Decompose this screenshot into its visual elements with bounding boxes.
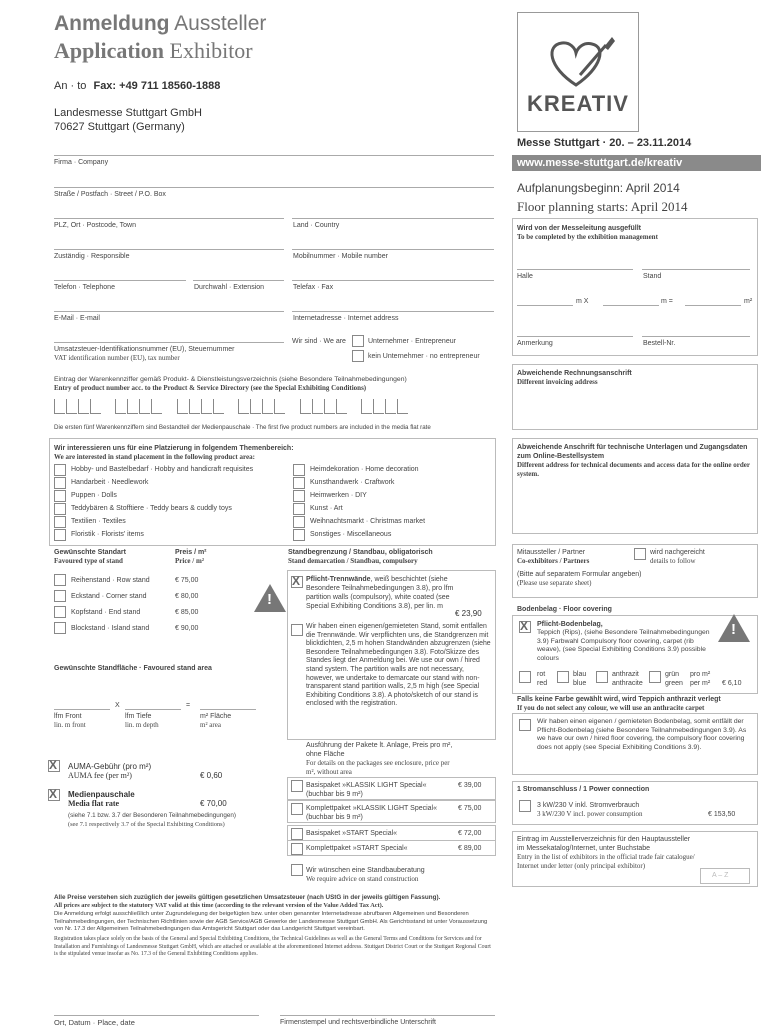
stand-type-label: Reihenstand · Row stand [71,577,150,584]
fax-line [54,80,220,92]
extension-field[interactable]: Durchwahl · Extension [194,284,265,291]
separate-form-de: (Bitte auf separatem Formular angeben) [517,571,642,578]
product-area-label: Puppen · Dolls [71,492,117,499]
color-green-en: green [665,680,683,687]
floor-price: € 6,10 [722,680,742,687]
remark-label: Anmerkung [517,340,553,347]
legal-text-de: Die Anmeldung erfolgt ausschließlich unter Zugrundelegung der beigefügten bzw. unter oben genannter Internetadresse abrufbaren Allgemeinen und Besonderen Teilnahmebedingungen, der Technischen Richtlinien sowie der AGB Service/AGB Gewerke der Landesmesse Stuttgart GmbH. Als Gerichtsstand ist unter Voraussetzung von Nr. 17.3 der Allgemeinen Teilnahmebedingungen das Amtsgericht Stuttgart oder das Landgericht Stuttgart vereinbart. [54,911,488,932]
color-blue-de: blau [573,671,587,678]
color-red-en: red [537,680,548,687]
stand-type-head-en: Favoured type of stand [54,557,123,565]
event-url-bar: www.messe-stuttgart.de/kreativ [512,155,761,171]
entrepreneur-checkbox[interactable] [352,335,364,347]
internet-field[interactable]: Internetadresse · Internet address [293,315,399,322]
stand-label: Stand [643,273,662,280]
stand-type-price: € 85,00 [175,609,199,616]
postcode-field[interactable]: PLZ, Ort · Postcode, Town [54,222,136,229]
directory-en-1: Entry in the list of exhibitors in the official trade fair catalogue/ [517,853,695,861]
power-head: 1 Stromanschluss / 1 Power connection [517,786,650,793]
partition-walls-title: Pflicht-Trennwände [306,576,371,583]
stand-area-x: X [115,702,120,709]
front-label-en: lin. m front [54,721,86,729]
package-checkbox-1[interactable] [291,803,303,815]
product-number-en: Entry of product number acc. to the Product & Service Directory (see the Special Exhibiting Conditions) [54,384,367,392]
details-follow-de: wird nachgereicht [650,549,705,556]
price-head-en: Price / m² [175,557,204,565]
product-area-label: Kunst · Art [310,505,343,512]
technical-address-en: Different address for technical documents and access data for the online order system. [517,461,750,478]
stand-type-price: € 90,00 [175,625,199,632]
media-label-de: Medienpauschale [68,790,135,799]
product-area-label: Floristik · Florists' items [71,531,144,538]
m2-label: m² [744,298,753,305]
area-label-en: m² area [200,721,221,729]
partition-walls-checkbox[interactable] [291,576,303,588]
package-label: Komplettpaket »START Special« [306,845,408,852]
product-area-checkbox-left-2[interactable] [54,490,66,502]
partition-walls-desc: , weiß beschichtet (siehe Besondere Teilnahmebedingungen 3.8), pro lfm partition walls (compulsory), white coated (see Special Exhibiting Conditions 3.8), per lin. m [306,576,454,610]
color-anthracite-de: anthrazit [612,671,639,678]
stand-type-head-de: Gewünschte Standart [54,549,126,556]
floor-default-de: Falls keine Farbe gewählt wird, wird Teppich anthrazit verlegt [517,696,721,703]
product-area-checkbox-right-0[interactable] [293,464,305,476]
package-label: Basispaket »START Special« [306,830,398,837]
stand-type-label: Blockstand · Island stand [71,625,150,632]
product-area-de: Wir interessieren uns für eine Platzierung in folgendem Themenbereich: [54,445,294,452]
advice-en: We require advice on stand construction [306,875,419,883]
vat-note-de: Alle Preise verstehen sich zuzüglich der jeweils gültigen gesetzlichen Umsatzsteuer (nach UStG in der jeweils gültigen Fassung). [54,894,441,901]
product-area-label: Heimwerken · DIY [310,492,367,499]
floor-compulsory-title: Pflicht-Bodenbelag, [537,621,603,628]
power-line-1: 3 kW/230 V inkl. Stromverbrauch [537,802,640,809]
color-blue-checkbox[interactable] [557,671,569,683]
floor-warning-icon [718,614,750,642]
color-red-de: rot [537,671,546,678]
management-title-en: To be completed by the exhibition management [517,233,658,241]
auma-label-en: AUMA fee (per m²) [68,771,132,780]
country-field[interactable]: Land · Country [293,222,340,229]
address-line-1: Landesmesse Stuttgart GmbH [54,107,202,119]
package-checkbox-3[interactable] [291,843,303,855]
partition-walls-text [306,575,460,611]
demarcation-head-en: Stand demarcation / Standbau, compulsory [288,557,418,565]
package-label: Basispaket »KLASSIK LIGHT Special« (buchbar bis 9 m²) [306,782,427,798]
brand-name: KREATIV [527,91,629,116]
packages-intro-en: For details on the packages see enclosure, price per m², without area [306,759,450,776]
no-entrepreneur-label: kein Unternehmer · no entrepreneur [368,353,480,360]
product-area-checkbox-right-3[interactable] [293,503,305,515]
management-title-de: Wird von der Messeleitung ausgefüllt [517,225,642,232]
package-checkbox-0[interactable] [291,780,303,792]
product-area-label: Hobby- und Bastelbedarf · Hobby and handicraft requisites [71,466,254,473]
auma-checkbox[interactable] [48,760,60,772]
signature-de: Firmenstempel und rechtsverbindliche Unterschrift [280,1019,437,1026]
stand-type-checkbox-3[interactable] [54,622,66,634]
title-de-rest: Aussteller [169,12,267,35]
power-price: € 153,50 [708,811,736,818]
az-hint: A – Z [712,872,729,879]
we-are-label: Wir sind · We are [292,338,346,345]
details-follow-checkbox[interactable] [634,548,646,560]
address-line-2: 70627 Stuttgart (Germany) [54,121,185,133]
vat-label-de: Umsatzsteuer-Identifikationsnummer (EU), Steuernummer [54,346,235,353]
product-area-checkbox-right-5[interactable] [293,529,305,541]
media-note-en: (see 7.1 respectively 3.7 of the Special Exhibiting Conditions) [68,821,225,828]
product-area-checkbox-right-1[interactable] [293,477,305,489]
stand-area-label: Gewünschte Standfläche · Favoured stand area [54,665,212,672]
product-area-en: We are interested in stand placement in the following product area: [54,453,255,461]
product-area-label: Sonstiges · Miscellaneous [310,531,392,538]
media-price: € 70,00 [200,799,227,808]
stand-type-label: Kopfstand · End stand [71,609,141,616]
front-label-de: lfm Front [54,713,82,720]
demarcation-head-de: Standbegrenzung / Standbau, obligatorisch [288,549,433,556]
m-eq-label: m = [661,298,673,305]
coexhibitor-en: Co-exhibitors / Partners [517,557,590,565]
legal-text-en: Registration takes place solely on the basis of the General and Special Exhibiting Conditions, the Technical Guidelines as well as the General Terms and Conditions for Services and for Installation and Furnishings of Landesmesse Stuttgart GmbH, which are attached or available at the aforementioned Internet address. Stuttgart District Court or the Stuttgart Regional Court is the stipulated venue insofar as No. 17.3 of the General Exhibiting Conditions applies. [54,936,491,957]
product-area-label: Teddybären & Stofftiere · Teddy bears & cuddly toys [71,505,232,512]
color-anthracite-checkbox[interactable] [596,671,608,683]
invoice-address-en: Different invoicing address [517,378,598,386]
hall-label: Halle [517,273,533,280]
product-area-checkbox-right-2[interactable] [293,490,305,502]
title-en-rest: Exhibitor [164,38,253,63]
color-blue-en: blue [573,680,587,687]
form-title-de [54,12,266,36]
floor-per-m2-de: pro m² [690,671,711,678]
title-de-bold: Anmeldung [54,12,170,35]
product-area-checkbox-left-1[interactable] [54,477,66,489]
power-checkbox[interactable] [519,800,531,812]
package-price: € 75,00 [458,805,482,812]
color-anthracite-en: anthracite [612,680,643,687]
directory-de-2: im Messekatalog/Internet, unter Buchstabe [517,845,651,852]
to-label: An · to [54,80,87,92]
responsible-field[interactable]: Zuständig · Responsible [54,253,130,260]
product-number-boxes[interactable] [54,399,409,419]
place-date-field[interactable]: Ort, Datum · Place, date [54,1018,135,1027]
package-price: € 72,00 [458,830,482,837]
floor-planning-en: Floor planning starts: April 2014 [517,199,688,214]
area-label-de: m² Fläche [200,713,232,720]
package-price: € 89,00 [458,845,482,852]
product-area-checkbox-left-4[interactable] [54,516,66,528]
product-area-checkbox-left-3[interactable] [54,503,66,515]
telephone-field[interactable]: Telefon · Telephone [54,284,115,291]
product-number-note: Die ersten fünf Warenkennziffern sind Bestandteil der Medienpauschale · The first five product numbers are included in the media flat rate [54,424,431,431]
stand-type-checkbox-1[interactable] [54,590,66,602]
kreativ-logo [517,12,639,132]
street-field[interactable]: Straße / Postfach · Street / P.O. Box [54,191,166,198]
partition-walls-price: € 23,90 [455,609,482,618]
directory-de-1: Eintrag im Ausstellerverzeichnis für den Hauptaussteller [517,836,691,843]
product-area-label: Textilien · Textiles [71,518,126,525]
product-area-label: Heimdekoration · Home decoration [310,466,419,473]
stand-area-eq: = [186,702,191,709]
own-stand-text: Wir haben einen eigenen/gemieteten Stand, somit entfallen die Trennwände. Wir verpflichten uns, die Standgrenzen mit blickdichten, 2,5 m hohen Standwänden abzugrenzen (siehe Besondere Teilnahmebedingungen 3.8). Foto/Skizze des Standes liegt der Anmeldung bei. We use our own / hired stand system. The partition walls are not necessary, however, we undertake to demarcate our stand with non-transparent stand partition walls, 2,5 m high (see Special Exhibiting Conditions 3.8). A photo/sketch of our stand is enclosed with the registration. [306,623,491,708]
coexhibitor-de: Mitaussteller / Partner [517,549,586,556]
separate-form-en: (Please use separate sheet) [517,579,592,587]
no-entrepreneur-checkbox[interactable] [352,350,364,362]
company-field[interactable]: Firma · Company [54,159,109,166]
depth-label-de: lfm Tiefe [125,713,152,720]
stand-type-checkbox-0[interactable] [54,574,66,586]
invoice-address-de: Abweichende Rechnungsanschrift [517,370,632,377]
order-number-label: Bestell-Nr. [643,340,676,347]
power-line-2: 3 kW/230 V incl. power consumption [537,810,643,818]
stand-type-price: € 80,00 [175,593,199,600]
package-checkbox-2[interactable] [291,828,303,840]
stand-type-label: Eckstand · Corner stand [71,593,147,600]
details-follow-en: details to follow [650,557,696,565]
media-checkbox[interactable] [48,789,60,801]
product-area-checkbox-right-4[interactable] [293,516,305,528]
floor-compulsory-checkbox[interactable] [519,621,531,633]
color-red-checkbox[interactable] [519,671,531,683]
vat-note-en: All prices are subject to the statutory VAT valid at this time (according to the relevant version of the Value Added Tax Act). [54,902,384,909]
color-green-checkbox[interactable] [649,671,661,683]
floor-per-m2-en: per m² [690,680,711,687]
technical-address-de: Abweichende Anschrift für technische Unterlagen und Zugangsdaten zum Online-Bestellsystem [517,444,748,460]
stand-type-checkbox-2[interactable] [54,606,66,618]
own-floor-text: Wir haben einen eigenen / gemieteten Bodenbelag, somit entfällt der Pflicht-Bodenbelag (siehe Besondere Teilnahmebedingungen 3.9). As we have our own / hired floor covering, the compulsory floor covering does not apply (see Special Exhibiting Conditions 3.9). [537,718,747,751]
package-label: Komplettpaket »KLASSIK LIGHT Special« (buchbar bis 9 m²) [306,805,437,821]
entrepreneur-label: Unternehmer · Entrepreneur [368,338,456,345]
warning-icon [254,584,286,612]
stand-type-price: € 75,00 [175,577,199,584]
directory-en-2: Internet under letter (only principal exhibitor) [517,862,646,870]
floor-planning-de: Aufplanungsbeginn: April 2014 [517,181,680,195]
packages-intro-de: Ausführung der Pakete lt. Anlage, Preis pro m², ohne Fläche [306,742,453,758]
own-stand-checkbox[interactable] [291,624,303,636]
product-number-de: Eintrag der Warenkennziffer gemäß Produkt- & Dienstleistungsverzeichnis (siehe Besondere Teilnahmebedingungen) [54,376,407,383]
fax-field[interactable]: Telefax · Fax [293,284,334,291]
auma-price: € 0,60 [200,771,223,780]
own-floor-checkbox[interactable] [519,719,531,731]
media-note-de: (siehe 7.1 bzw. 3.7 der Besonderen Teilnahmebedingungen) [68,812,236,819]
event-date: Messe Stuttgart · 20. – 23.11.2014 [517,137,692,149]
package-price: € 39,00 [458,782,482,789]
mobile-field[interactable]: Mobilnummer · Mobile number [293,253,388,260]
floor-compulsory-text: Teppich (Rips), (siehe Besondere Teilnahmebedingungen 3.9) Farbwahl Compulsory floor covering, carpet (rib weave), (see Special Exhibiting Conditions 3.9) possible colours [537,629,710,662]
fax-number: Fax: +49 711 18560-1888 [93,80,221,92]
product-area-label: Handarbeit · Needlework [71,479,149,486]
product-area-label: Weihnachtsmarkt · Christmas market [310,518,426,525]
product-area-label: Kunsthandwerk · Craftwork [310,479,395,486]
auma-label-de: AUMA-Gebühr (pro m²) [68,762,152,771]
media-label-en: Media flat rate [68,799,120,808]
advice-checkbox[interactable] [291,864,303,876]
depth-label-en: lin. m depth [125,721,159,729]
floor-default-en: If you do not select any colour, we will use an anthracite carpet [517,704,705,712]
form-title-en [54,38,253,64]
email-field[interactable]: E-Mail · E-mail [54,315,100,322]
price-head-de: Preis / m² [175,549,207,556]
title-en-bold: Application [54,38,165,63]
advice-de: Wir wünschen eine Standbauberatung [306,867,425,874]
color-green-de: grün [665,671,680,678]
vat-label-en: VAT identification number (EU), tax number [54,354,180,362]
floor-head: Bodenbelag · Floor covering [517,606,612,613]
m-x-label: m X [576,298,589,305]
product-area-checkbox-left-0[interactable] [54,464,66,476]
product-area-checkbox-left-5[interactable] [54,529,66,541]
